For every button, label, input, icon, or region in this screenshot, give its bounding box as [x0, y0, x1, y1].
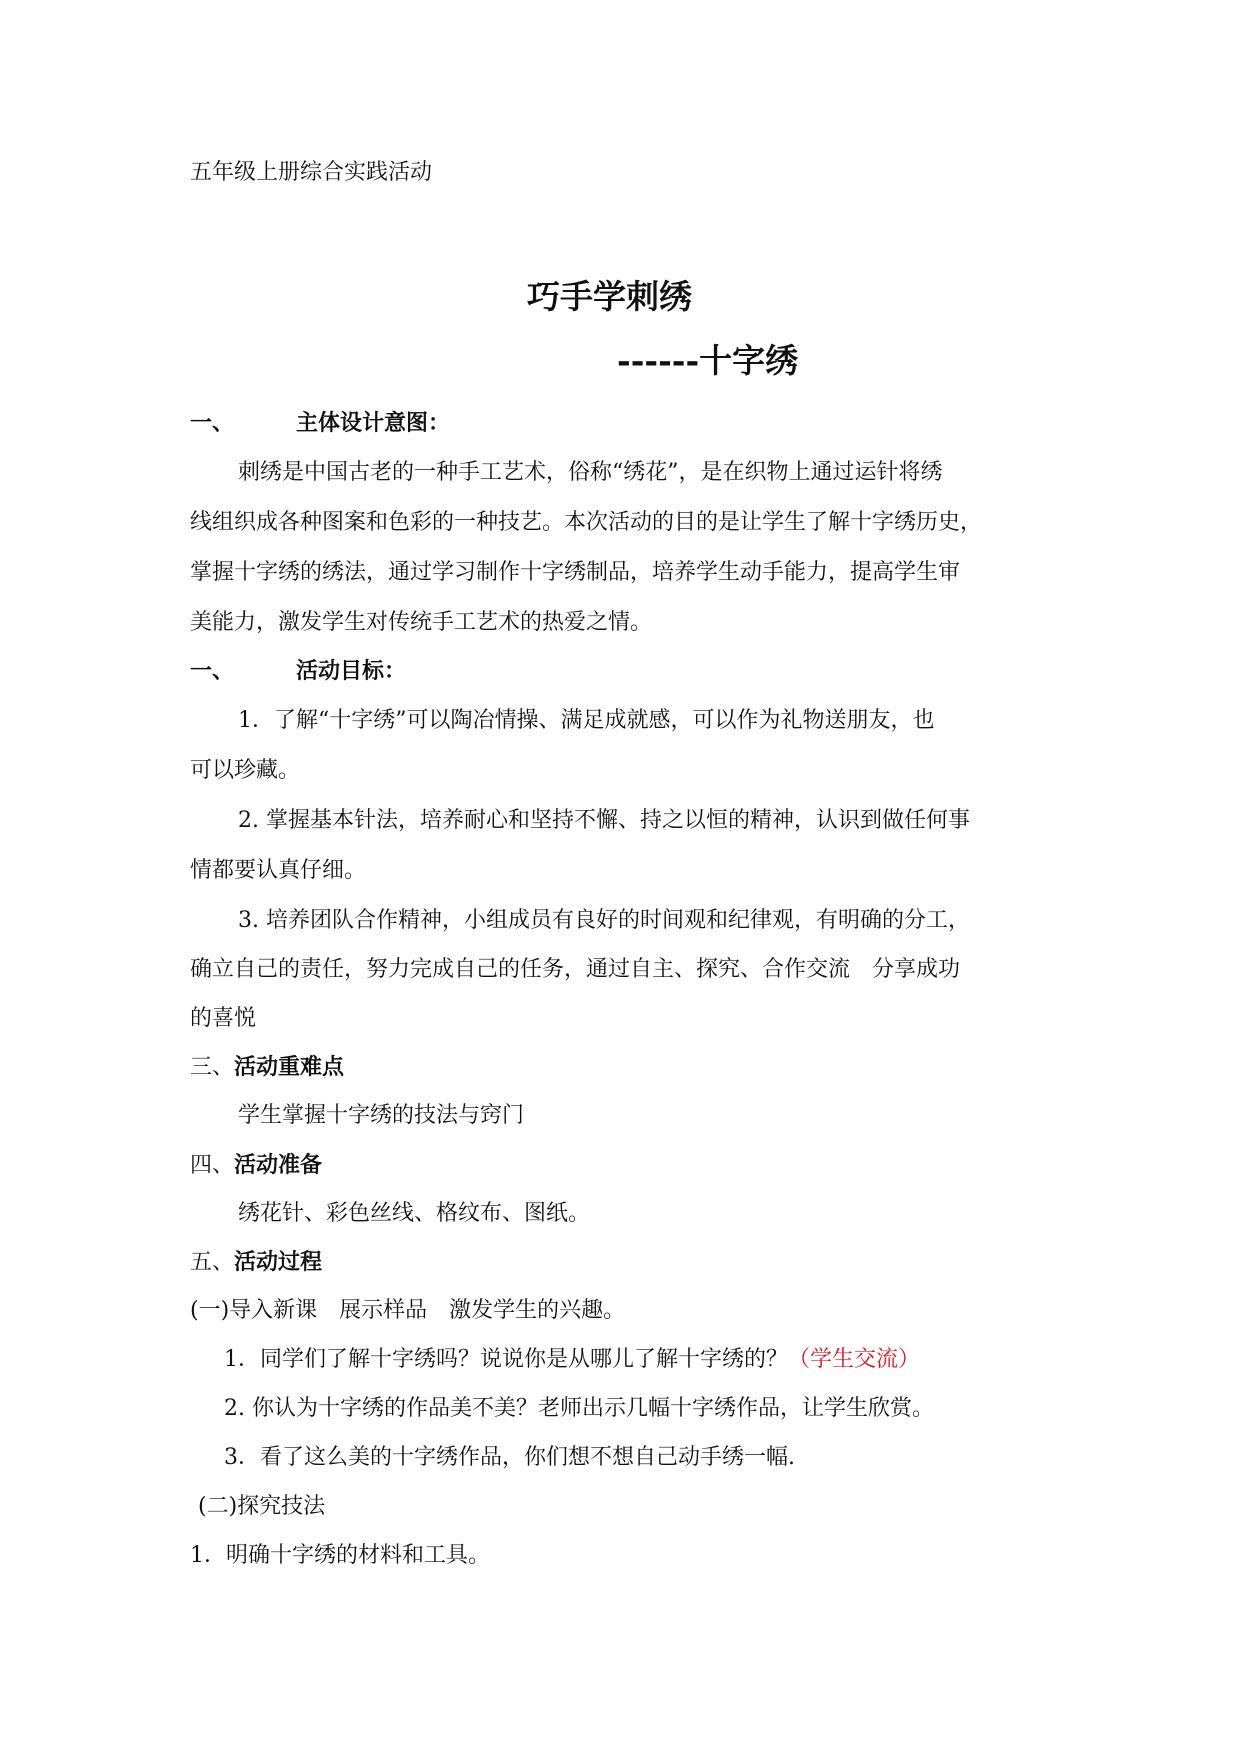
subsection-1-heading: (一)导入新课 展示样品 激发学生的兴趣。 [190, 1298, 626, 1323]
section-3-number: 三、 [190, 1055, 235, 1080]
section-1-title: 主体设计意图： [296, 410, 451, 436]
paragraph-line: 掌握十字绣的绣法，通过学习制作十字绣制品，培养学生动手能力，提高学生审 [190, 560, 961, 585]
process-item-1-text: 1．同学们了解十字绣吗？说说你是从哪儿了解十字绣的？ [224, 1347, 788, 1372]
section-4-title: 活动准备 [234, 1152, 323, 1178]
header-text: 五年级上册综合实践活动 [190, 160, 433, 185]
process-item-2: 2. 你认为十字绣的作品美不美？老师出示几幅十字绣作品，让学生欣赏。 [224, 1396, 934, 1421]
goal-line: 确立自己的责任，努力完成自己的任务，通过自主、探究、合作交流 分享成功 [190, 957, 961, 982]
section-3-heading [190, 1052, 344, 1083]
section-4-text: 绣花针、彩色丝线、格纹布、图纸。 [238, 1201, 591, 1226]
section-4-heading [190, 1150, 322, 1181]
goal-line: 2. 掌握基本针法，培养耐心和坚持不懈、持之以恒的精神，认识到做任何事 [238, 808, 970, 833]
goal-line: 可以珍藏。 [190, 758, 301, 783]
goal-line: 的喜悦 [190, 1006, 257, 1031]
process-item-1 [224, 1345, 920, 1375]
goal-line: 1．了解“十字绣”可以陶冶情操、满足成就感，可以作为礼物送朋友，也 [238, 708, 935, 733]
section-1-heading [190, 408, 450, 438]
section-2-heading [190, 656, 406, 686]
paragraph-line: 刺绣是中国古老的一种手工艺术，俗称“绣花”，是在织物上通过运针将绣 [238, 460, 943, 485]
section-3-title: 活动重难点 [234, 1054, 345, 1080]
section-5-title: 活动过程 [234, 1249, 323, 1275]
document-title: 巧手学刺绣 [527, 277, 692, 316]
document-subtitle: ------十字绣 [617, 341, 799, 380]
section-2-title: 活动目标： [296, 658, 407, 684]
section-1-number: 一、 [190, 410, 235, 436]
paragraph-line: 美能力，激发学生对传统手工艺术的热爱之情。 [190, 610, 653, 635]
section-2-number: 一、 [190, 658, 235, 684]
technique-step-1: 1．明确十字绣的材料和工具。 [190, 1543, 490, 1568]
process-item-3: 3．看了这么美的十字绣作品，你们想不想自己动手绣一幅. [224, 1445, 795, 1470]
section-3-text: 学生掌握十字绣的技法与窍门 [238, 1103, 525, 1128]
section-4-number: 四、 [190, 1153, 235, 1178]
goal-line: 情都要认真仔细。 [190, 858, 367, 883]
subsection-2-heading: (二)探究技法 [198, 1494, 326, 1519]
process-item-1-note: （学生交流） [788, 1347, 921, 1372]
section-5-number: 五、 [190, 1250, 235, 1275]
goal-line: 3. 培养团队合作精神，小组成员有良好的时间观和纪律观，有明确的分工， [238, 908, 970, 933]
paragraph-line: 线组织成各种图案和色彩的一种技艺。本次活动的目的是让学生了解十字绣历史， [190, 510, 983, 535]
section-5-heading [190, 1247, 322, 1278]
